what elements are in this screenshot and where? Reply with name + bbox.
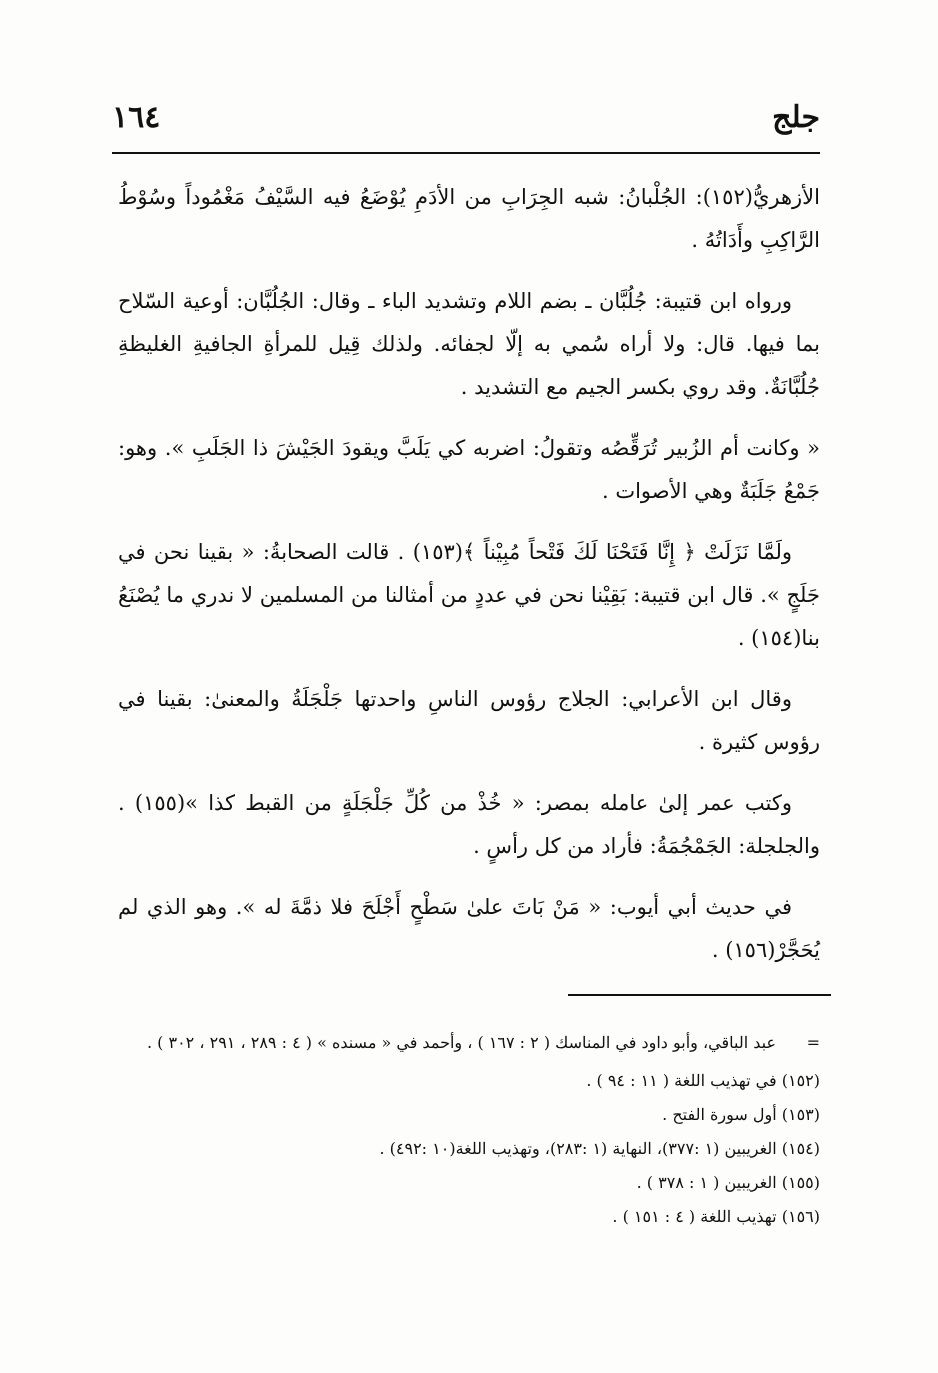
paragraph: وكتب عمر إلىٰ عامله بمصر: « خُذْ من كُلِّ جَلْجَلَةٍ من القبط كذا »(١٥٥) . والجلجلة: الجَمْجُمَةُ: فأراد من كل رأسٍ .: [118, 791, 820, 858]
paragraph: وقال ابن الأعرابي: الجلاج رؤوس الناسِ واحدتها جَلْجَلَةُ والمعنىٰ: بقينا في رؤوس كثيرة .: [118, 687, 820, 754]
footnote-continuation: [118, 1026, 820, 1060]
continuation-mark: =: [806, 1033, 820, 1052]
page-header: [112, 100, 820, 148]
footnotes: [118, 1026, 820, 1234]
paragraph: « وكانت أم الزُبير تُرَقِّصُه وتقولُ: اضربه كي يَلَبَّ ويقودَ الجَيْشَ ذا الجَلَبِ ». وهو: جَمْعُ جَلَبَةٌ وهي الأصوات .: [118, 436, 820, 503]
header-rule: [112, 152, 820, 154]
footnote: (١٥٢) في تهذيب اللغة ( ١١ : ٩٤ ) .: [586, 1071, 820, 1090]
paragraph: الأزهريُّ(١٥٢): الجُلْبانُ: شبه الجِرَابِ من الأدَمِ يُوْضَعُ فيه السَّيْفُ مَغْمُوداً وسُوْطُ الرَّاكِبِ وأَدَاتُهُ .: [118, 185, 820, 252]
footnote: (١٥٤) الغريبين (١ :٣٧٧)، النهاية (١ :٢٨٣)، وتهذيب اللغة(١٠ :٤٩٢) .: [379, 1139, 820, 1158]
footnote: (١٥٥) الغريبين ( ١ : ٣٧٨ ) .: [636, 1173, 820, 1192]
paragraph: في حديث أبي أيوب: « مَنْ بَاتَ علىٰ سَطْحٍ أَجْلَحَ فلا ذمَّةَ له ». وهو الذي لم يُحَجَّرْ(١٥٦) .: [118, 895, 820, 962]
footnote: (١٥٣) أول سورة الفتح .: [662, 1105, 820, 1124]
footnote: (١٥٦) تهذيب اللغة ( ٤ : ١٥١ ) .: [612, 1207, 820, 1226]
page-number: ١٦٤: [112, 100, 161, 135]
paragraph: ولَمَّا نَزَلَتْ ﴿ إِنَّا فَتَحْنَا لَكَ فَتْحاً مُبِيْناً ﴾(١٥٣) . قالت الصحابةُ: « بقينا نحن في جَلَجٍ ». قال ابن قتيبة: بَقِيْنا نحن في عددٍ من أمثالنا من المسلمين لا ندري ما يُصْنَعُ بنا(١٥٤) .: [118, 540, 820, 650]
continuation-text: عبد الباقي، وأبو داود في المناسك ( ٢ : ١٦٧ ) ، وأحمد في « مسنده » ( ٤ : ٢٨٩ ، ٢٩١ ، ٣٠٢ ) .: [146, 1033, 776, 1052]
main-text: [118, 176, 820, 990]
running-title: جلج: [772, 100, 820, 135]
paragraph: ورواه ابن قتيبة: جُلُبَّان ـ بضم اللام وتشديد الباء ـ وقال: الجُلُبَّان: أوعية السّلاح بما فيها. قال: ولا أراه سُمي به إلّا لجفائه. ولذلك قِيل للمرأةِ الجافيةِ الغليظةِ جُلُبَّانَةٌ. وقد روي بكسر الجيم مع التشديد .: [118, 289, 820, 399]
footnote-rule: [568, 994, 831, 996]
